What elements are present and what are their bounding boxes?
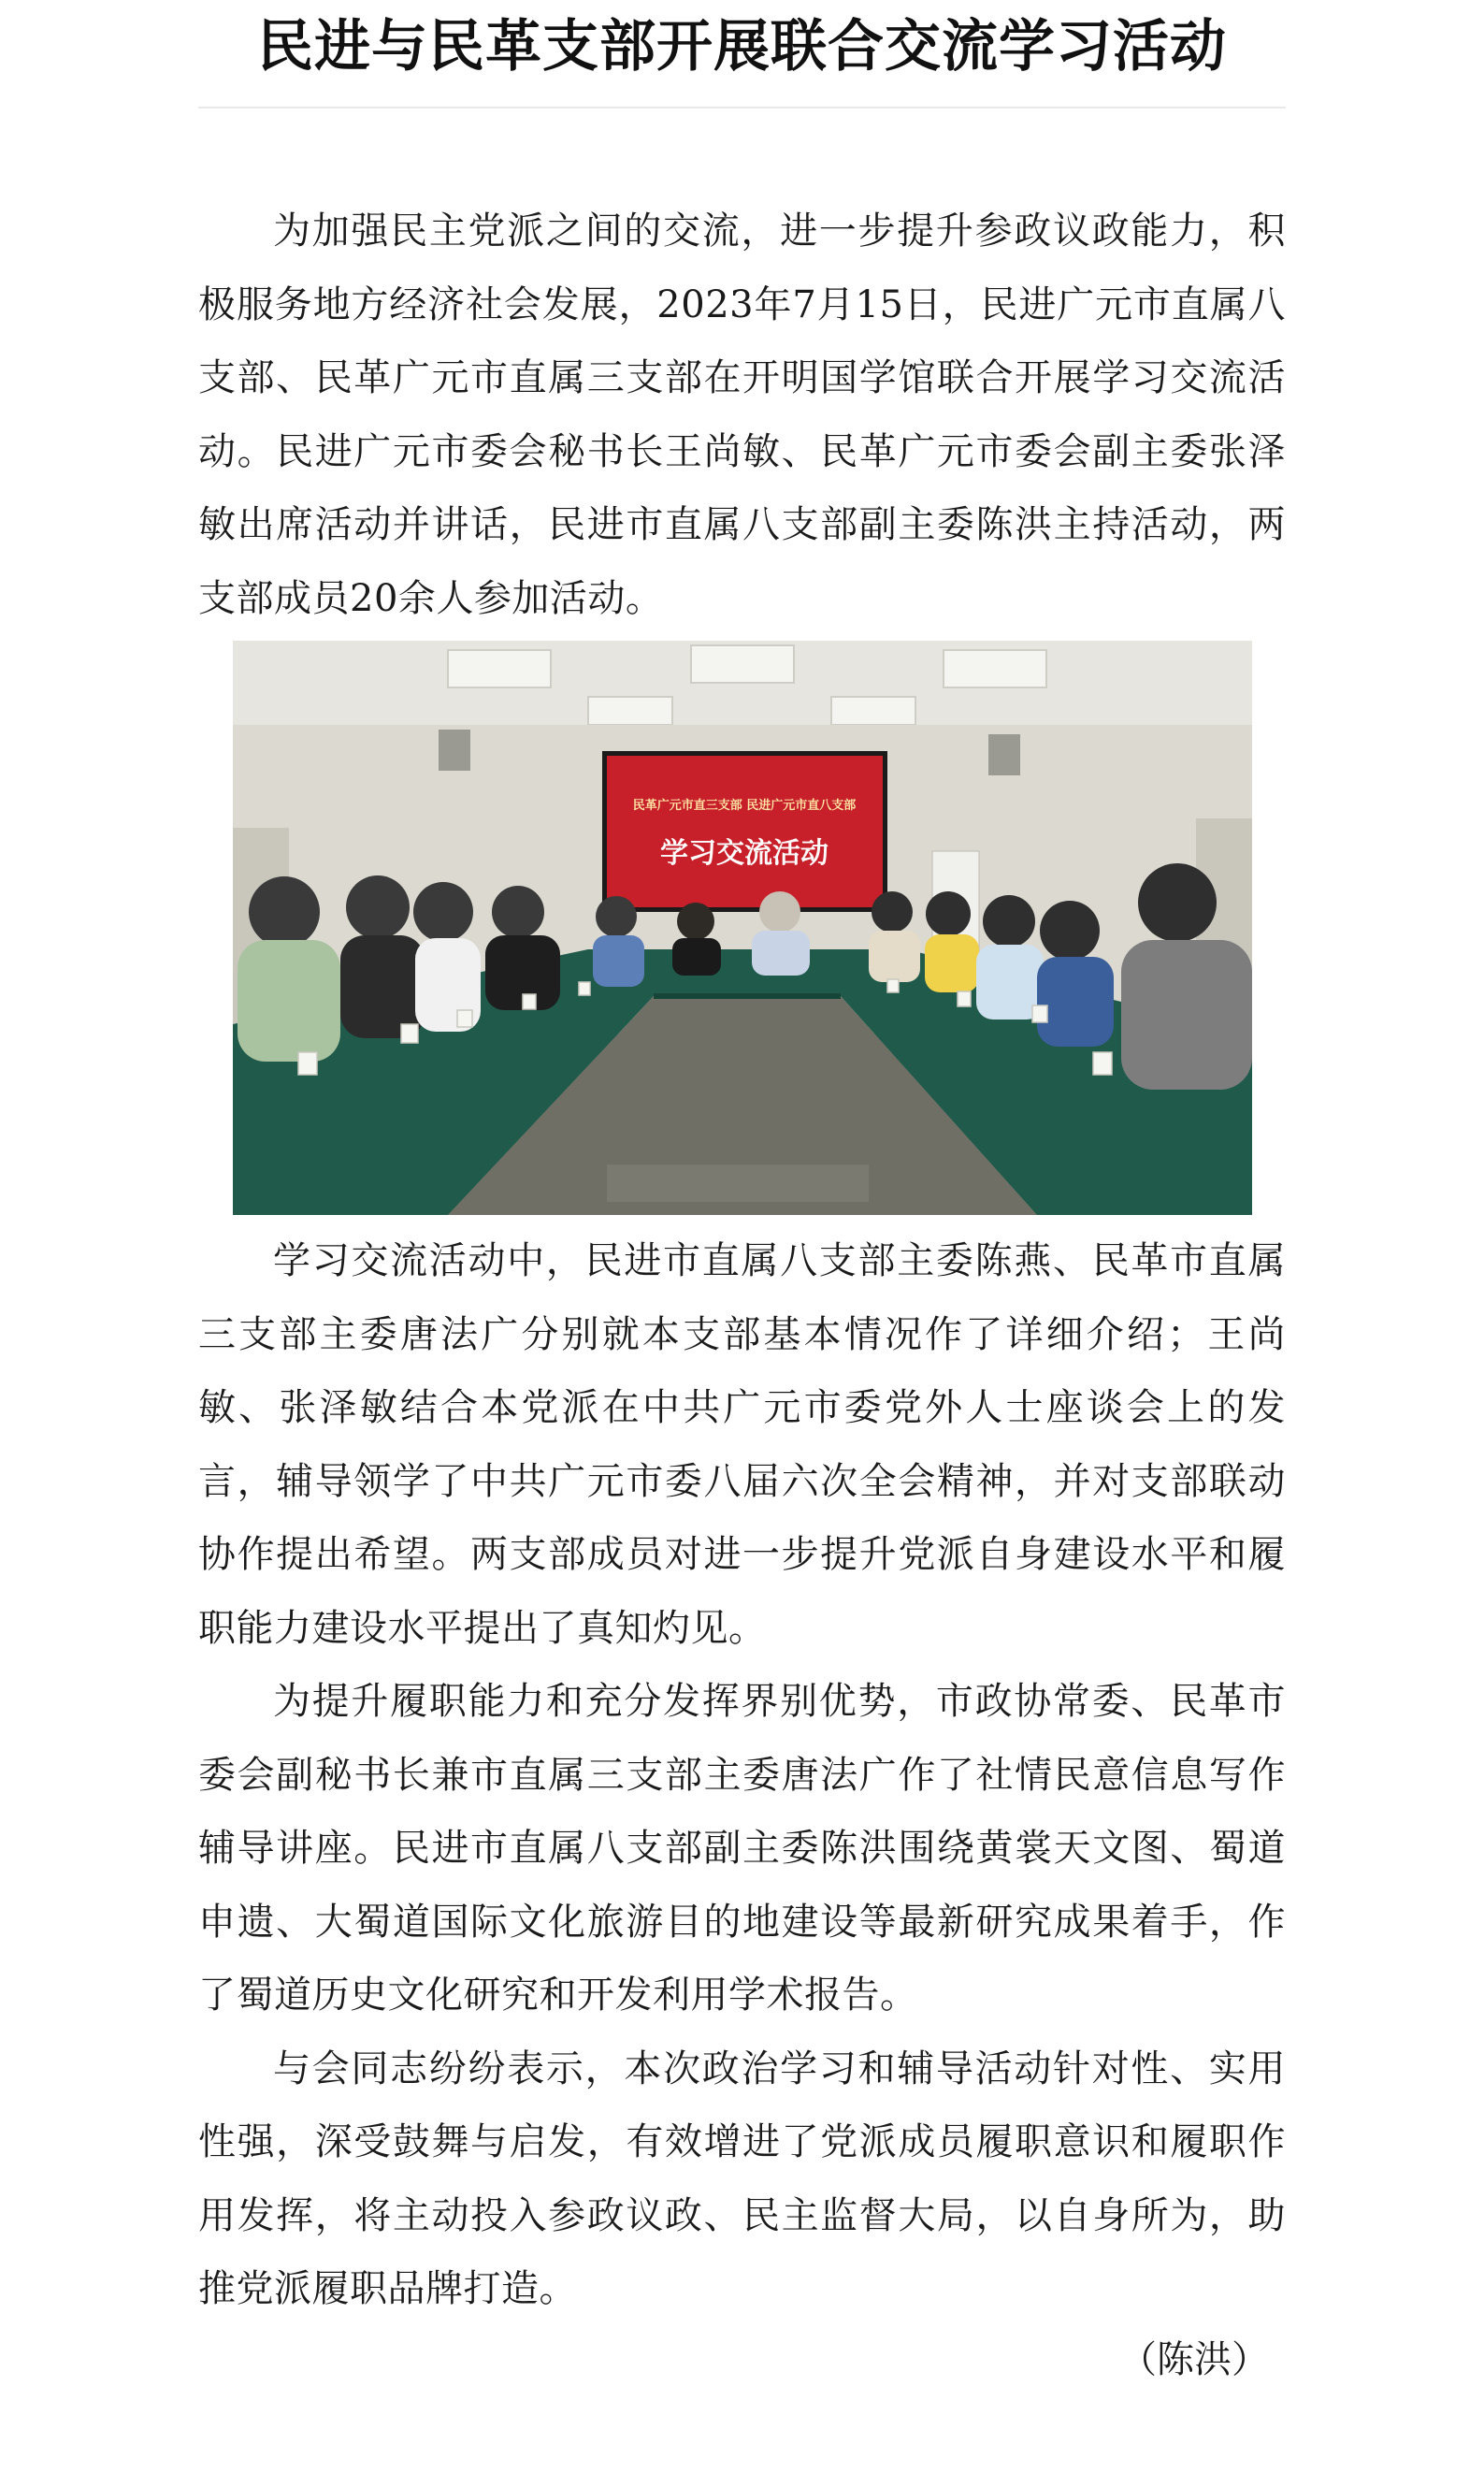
banner-screen xyxy=(607,756,883,907)
article-body xyxy=(198,195,1286,2326)
meeting-photo xyxy=(233,641,1252,1215)
title-divider xyxy=(198,107,1286,108)
paragraph-4: 与会同志纷纷表示，本次政治学习和辅导活动针对性、实用性强，深受鼓舞与启发，有效增进了党派成员履职意识和履职作用发挥，将主动投入参政议政、民主监督大局，以自身所为，助推党派履职品牌打造。 xyxy=(198,2046,1286,2310)
paragraph-3: 为提升履职能力和充分发挥界别优势，市政协常委、民革市委会副秘书长兼市直属三支部主委唐法广作了社情民意信息写作辅导讲座。民进市直属八支部副主委陈洪围绕黄裳天文图、蜀道申遗、大蜀道国际文化旅游目的地建设等最新研究成果着手，作了蜀道历史文化研究和开发利用学术报告。 xyxy=(198,1680,1286,2017)
author-signature: （陈洪） xyxy=(1119,2337,1269,2381)
banner-text-line2: 学习交流活动 xyxy=(659,837,828,870)
banner-text-line1: 民革广元市直三支部 民进广元市直八支部 xyxy=(632,799,856,813)
article-title: 民进与民革支部开展联合交流学习活动 xyxy=(257,14,1227,80)
paragraph-2: 学习交流活动中，民进市直属八支部主委陈燕、民革市直属三支部主委唐法广分别就本支部基本情况作了详细介绍；王尚敏、张泽敏结合本党派在中共广元市委党外人士座谈会上的发言，辅导领学了中共广元市委八届六次全会精神，并对支部联动协作提出希望。两支部成员对进一步提升党派自身建设水平和履职能力建设水平提出了真知灼见。 xyxy=(198,1239,1286,1650)
meeting-photo-illustration xyxy=(233,641,1252,1215)
paragraph-1: 为加强民主党派之间的交流，进一步提升参政议政能力，积极服务地方经济社会发展，2023年7月15日，民进广元市直属八支部、民革广元市直属三支部在开明国学馆联合开展学习交流活动。民进广元市委会秘书长王尚敏、民革广元市委会副主委张泽敏出席活动并讲话，民进市直属八支部副主委陈洪主持活动，两支部成员20余人参加活动。 xyxy=(198,210,1286,620)
article xyxy=(198,0,1286,2388)
